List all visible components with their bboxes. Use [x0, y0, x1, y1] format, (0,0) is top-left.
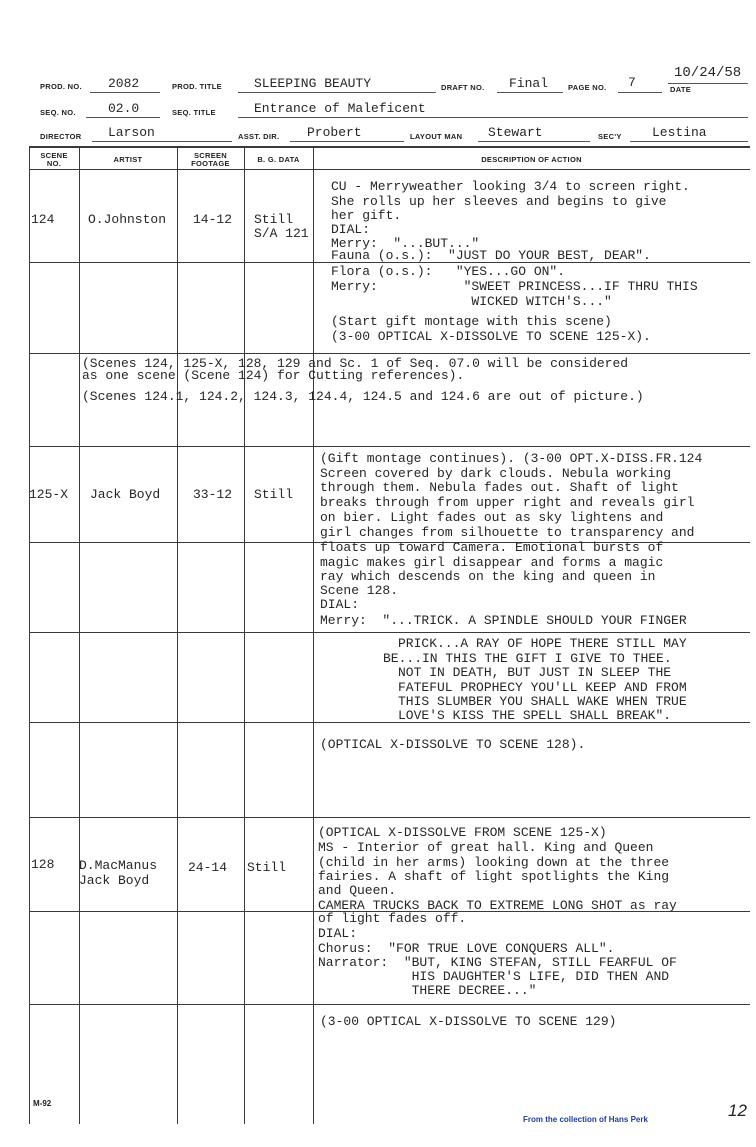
description-line: THERE DECREE..." — [318, 983, 537, 998]
cutting-note-line: (Scenes 124, 125-X, 128, 129 and Sc. 1 of Seq. 07.0 will be considered — [82, 356, 629, 371]
column-header-artist: ARTIST — [113, 155, 143, 164]
scene-footage: 33-12 — [193, 487, 233, 502]
cutting-note-line: as one scene (Scene 124) for Cutting references). — [82, 368, 465, 383]
seq-no-value: 02.0 — [108, 101, 140, 116]
page-no-value: 7 — [628, 75, 636, 90]
description-line: (3-00 OPTICAL X-DISSOLVE TO SCENE 129) — [320, 1014, 617, 1029]
director-underline — [92, 141, 232, 142]
date-value: 10/24/58 — [674, 65, 742, 81]
row-divider — [29, 446, 750, 447]
form-number: M-92 — [33, 1099, 52, 1108]
column-header-footage-1: SCREEN — [193, 151, 228, 160]
director-value: Larson — [108, 125, 155, 140]
scene-artist: Jack Boyd — [79, 873, 150, 888]
description-line: breaks through from upper right and reveals girl — [320, 495, 695, 510]
description-line: BE...IN THIS THE GIFT I GIVE TO THEE. — [383, 651, 672, 666]
description-line: fairies. A shaft of light spotlights the King — [318, 869, 670, 884]
scene-bg-data: S/A 121 — [254, 226, 309, 241]
description-line: through them. Nebula fades out. Shaft of light — [320, 480, 679, 495]
table-top-border — [29, 146, 750, 148]
description-line: girl changes from silhouette to transparency and — [320, 525, 695, 540]
description-line: FATEFUL PROPHECY YOU'LL KEEP AND FROM — [398, 680, 687, 695]
layout-man-label: LAYOUT MAN — [410, 132, 463, 141]
row-divider — [29, 353, 750, 354]
row-divider — [29, 1004, 750, 1005]
secy-value: Lestina — [652, 125, 707, 140]
description-line: (OPTICAL X-DISSOLVE TO SCENE 128). — [320, 737, 586, 752]
scene-artist: D.MacManus — [79, 858, 158, 873]
row-divider — [29, 632, 750, 633]
page-no-label: PAGE NO. — [568, 83, 607, 92]
description-line: of light fades off. — [318, 911, 467, 926]
description-line: NOT IN DEATH, BUT JUST IN SLEEP THE — [398, 665, 672, 680]
collection-credit: From the collection of Hans Perk — [523, 1115, 648, 1124]
scene-bg-data: Still — [254, 212, 294, 227]
row-divider — [29, 817, 750, 818]
scene-bg-data: Still — [254, 487, 294, 502]
column-divider-scene — [79, 146, 80, 1124]
prod-no-underline — [90, 92, 160, 93]
seq-no-label: SEQ. NO. — [40, 108, 76, 117]
page-mark: 12 — [728, 1101, 747, 1120]
date-label: DATE — [670, 85, 692, 94]
draft-no-underline — [497, 92, 563, 93]
description-line: Chorus: "FOR TRUE LOVE CONQUERS ALL". — [318, 941, 615, 956]
column-divider-bg — [313, 146, 314, 1124]
description-line: Merry: "SWEET PRINCESS...IF THRU THIS — [331, 279, 698, 294]
description-line: HIS DAUGHTER'S LIFE, DID THEN AND — [318, 969, 670, 984]
description-line: DIAL: — [318, 926, 358, 941]
prod-no-value: 2082 — [108, 76, 140, 91]
secy-label: SEC'Y — [598, 132, 622, 141]
cutting-note-line: (Scenes 124.1, 124.2, 124.3, 124.4, 124.5 and 124.6 are out of picture.) — [82, 389, 644, 404]
description-line: (3-00 OPTICAL X-DISSOLVE TO SCENE 125-X). — [331, 329, 651, 344]
seq-title-underline — [238, 117, 748, 118]
scene-footage: 24-14 — [188, 860, 228, 875]
description-line: Narrator: "BUT, KING STEFAN, STILL FEARFUL OF — [318, 955, 677, 970]
description-line: She rolls up her sleeves and begins to give — [331, 194, 667, 209]
column-header-footage-2: FOOTAGE — [191, 159, 230, 168]
description-line: her gift. — [331, 208, 402, 223]
secy-underline — [630, 141, 748, 142]
description-line: Screen covered by dark clouds. Nebula working — [320, 466, 672, 481]
description-line: CAMERA TRUCKS BACK TO EXTREME LONG SHOT as ray — [318, 898, 677, 913]
asst-dir-value: Probert — [307, 125, 362, 140]
draft-no-value: Final — [509, 76, 549, 91]
director-label: DIRECTOR — [40, 132, 82, 141]
description-line: (child in her arms) looking down at the three — [318, 855, 670, 870]
table-left-border — [29, 146, 30, 1124]
description-line: WICKED WITCH'S..." — [331, 294, 612, 309]
description-line: CU - Merryweather looking 3/4 to screen right. — [331, 179, 690, 194]
description-line: and Queen. — [318, 883, 397, 898]
column-header-description: DESCRIPTION OF ACTION — [481, 155, 582, 164]
seq-no-underline — [86, 117, 160, 118]
description-line: ray which descends on the king and queen in — [320, 569, 656, 584]
description-line: DIAL: — [320, 597, 360, 612]
scene-number: 125-X — [29, 487, 69, 502]
asst-dir-label: ASST. DIR. — [238, 132, 280, 141]
prod-title-value: SLEEPING BEAUTY — [254, 76, 372, 91]
column-header-divider — [29, 169, 750, 170]
column-header-scene-2: NO. — [46, 159, 62, 168]
description-line: Merry: "...TRICK. A SPINDLE SHOULD YOUR FINGER — [320, 613, 687, 628]
scene-number: 124 — [31, 212, 55, 227]
description-line: (OPTICAL X-DISSOLVE FROM SCENE 125-X) — [318, 825, 607, 840]
scene-artist: Jack Boyd — [90, 487, 161, 502]
description-line: Scene 128. — [320, 583, 399, 598]
description-line: (Gift montage continues). (3-00 OPT.X-DISS.FR.124 — [320, 451, 703, 466]
description-line: Flora (o.s.): "YES...GO ON". — [331, 264, 566, 279]
description-line: (Start gift montage with this scene) — [331, 314, 612, 329]
layout-man-value: Stewart — [488, 125, 543, 140]
scene-artist: O.Johnston — [88, 212, 167, 227]
prod-title-label: PROD. TITLE — [172, 82, 222, 91]
description-line: DIAL: — [331, 222, 371, 237]
column-header-scene-1: SCENE — [40, 151, 68, 160]
column-header-bg-data: B. G. DATA — [257, 155, 300, 164]
date-underline — [668, 83, 748, 84]
seq-title-value: Entrance of Maleficent — [254, 101, 426, 116]
description-line: MS - Interior of great hall. King and Queen — [318, 840, 654, 855]
description-line: Merry: "...BUT..." — [331, 236, 480, 251]
description-line: PRICK...A RAY OF HOPE THERE STILL MAY — [398, 636, 687, 651]
column-divider-footage — [244, 146, 245, 1124]
description-line: LOVE'S KISS THE SPELL SHALL BREAK". — [398, 708, 672, 723]
draft-no-label: DRAFT NO. — [441, 83, 485, 92]
description-line: on bier. Light fades out as sky lightens and — [320, 510, 664, 525]
scene-number: 128 — [31, 857, 55, 872]
scene-bg-data: Still — [247, 860, 287, 875]
asst-dir-underline — [290, 141, 404, 142]
layout-man-underline — [478, 141, 590, 142]
description-line: floats up toward Camera. Emotional bursts of — [320, 540, 664, 555]
prod-no-label: PROD. NO. — [40, 82, 82, 91]
description-line: THIS SLUMBER YOU SHALL WAKE WHEN TRUE — [398, 694, 687, 709]
description-line: Fauna (o.s.): "JUST DO YOUR BEST, DEAR". — [331, 248, 651, 263]
scene-footage: 14-12 — [193, 212, 233, 227]
seq-title-label: SEQ. TITLE — [172, 108, 216, 117]
description-line: magic makes girl disappear and forms a magic — [320, 555, 664, 570]
column-divider-artist — [177, 146, 178, 1124]
page-no-underline — [618, 92, 662, 93]
prod-title-underline — [238, 92, 436, 93]
